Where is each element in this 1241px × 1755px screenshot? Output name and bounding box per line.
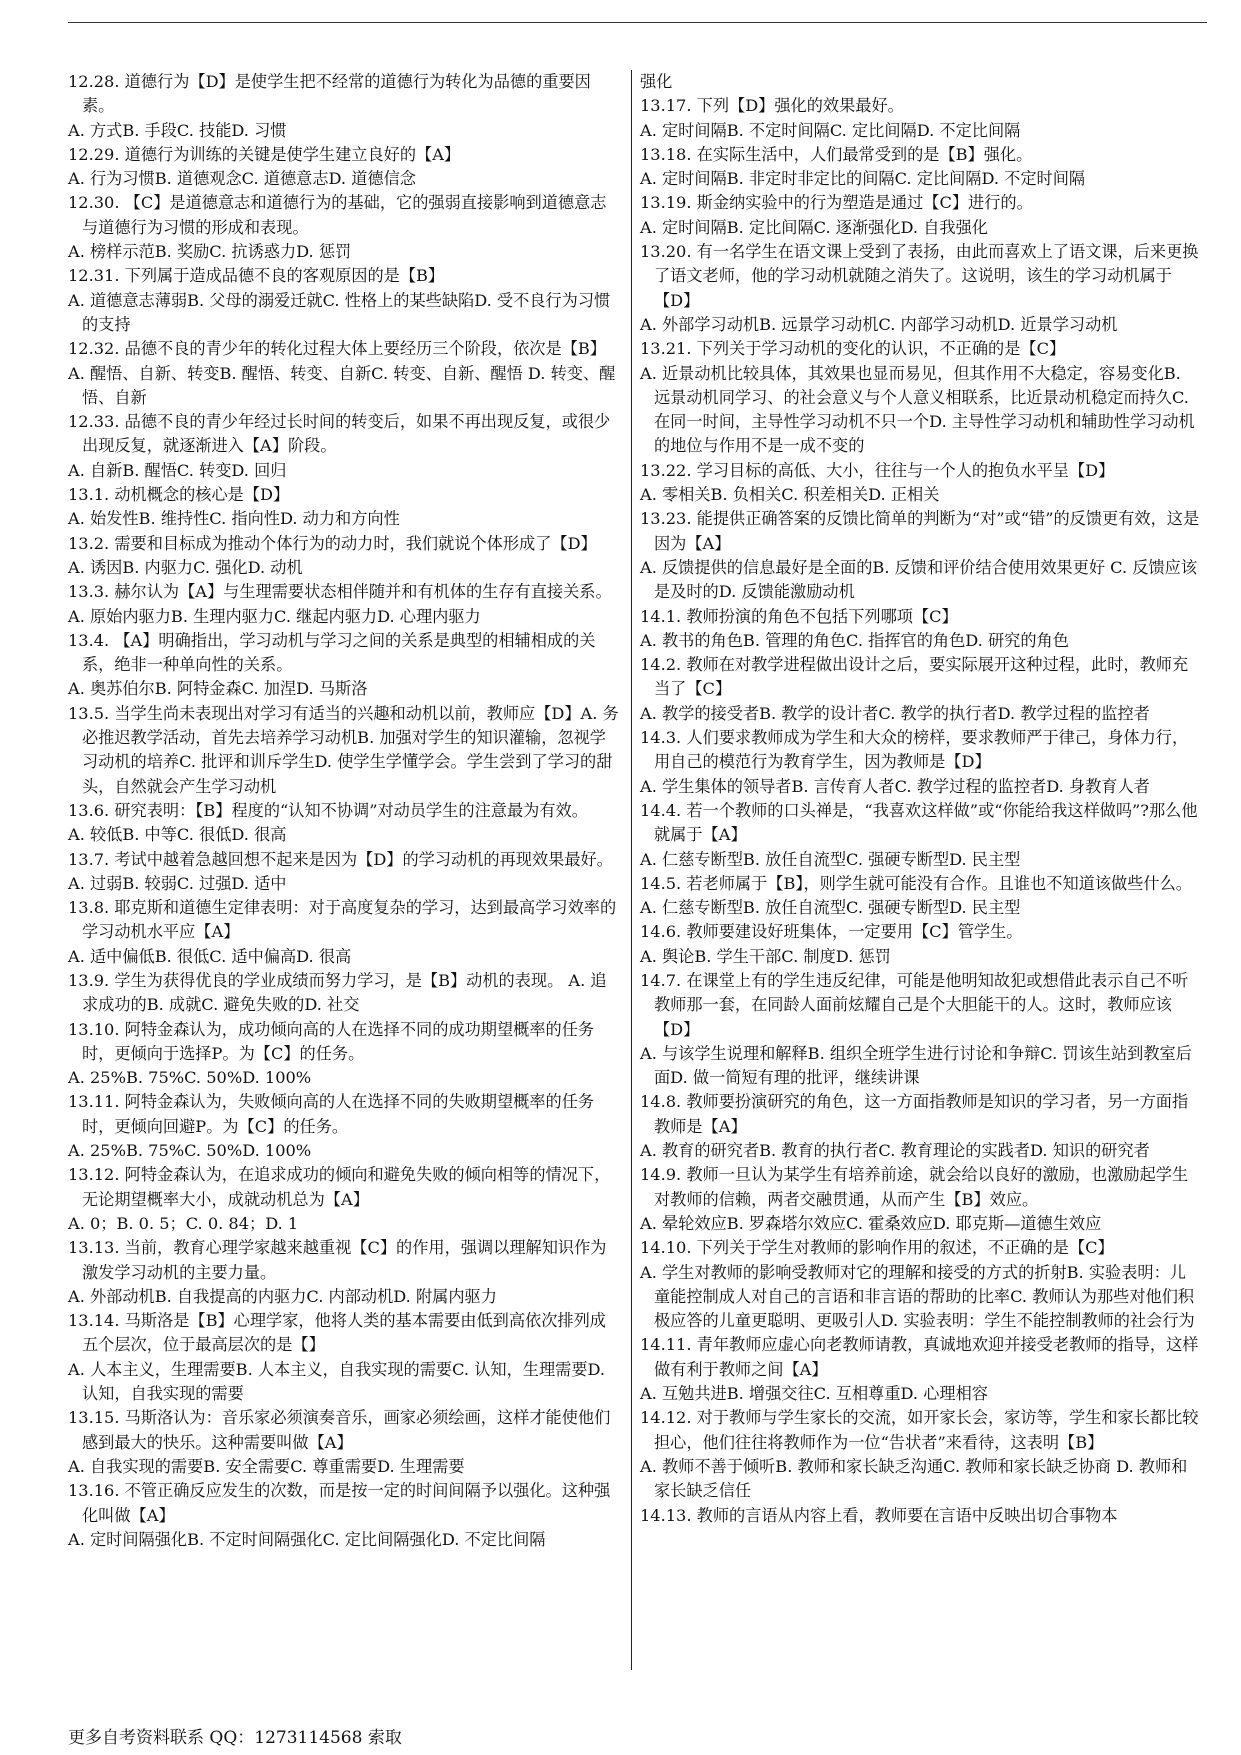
question-line: 14.9. 教师一旦认为某学生有培养前途，就会给以良好的激励，也激励起学生对教师的信赖，两者交融贯通，从而产生【B】效应。 [640,1165,1189,1209]
answer-options-line: A. 教学的接受者B. 教学的设计者C. 教学的执行者D. 教学过程的监控者 [640,703,1150,723]
answer-options-line: A. 外部学习动机B. 远景学习动机C. 内部学习动机D. 近景学习动机 [640,314,1118,334]
question-line: 13.1. 动机概念的核心是【D】 [68,485,290,505]
question-line: 12.28. 道德行为【D】是使学生把不经常的道德行为转化为品德的重要因素。 [68,72,591,116]
answer-options-line: A. 较低B. 中等C. 很低D. 很高 [68,825,287,845]
answer-options-line: A. 适中偏低B. 很低C. 适中偏高D. 很高 [68,946,352,966]
footer-contact-note: 更多自考资料联系 QQ：1273114568 索取 [68,1728,402,1748]
question-line: 14.4. 若一个教师的口头禅是，“我喜欢这样做”或“你能给我这样做吗”?那么他就属于【A】 [640,800,1198,845]
left-column [68,70,622,1552]
answer-options-line: A. 定时间隔B. 定比间隔C. 逐渐强化D. 自我强化 [640,217,988,237]
question-line: 13.4. 【A】明确指出，学习动机与学习之间的关系是典型的相辅相成的关系，绝非一种单向性的关系。 [68,630,596,675]
answer-options-line: A. 诱因B. 内驱力C. 强化D. 动机 [68,557,303,577]
answer-options-line: A. 奥苏伯尔B. 阿特金森C. 加涅D. 马斯洛 [68,679,368,699]
question-line: 14.10. 下列关于学生对教师的影响作用的叙述，不正确的是【C】 [640,1238,1114,1258]
answer-options-line: A. 定时间隔强化B. 不定时间隔强化C. 定比间隔强化D. 不定比间隔 [68,1529,546,1549]
question-line: 13.14. 马斯洛是【B】心理学家，他将人类的基本需要由低到高依次排列成五个层次，位于最高层次的是【】 [68,1311,606,1355]
question-line: 13.8. 耶克斯和道德生定律表明：对于高度复杂的学习，达到最高学习效率的学习动机水平应【A】 [68,898,617,942]
question-line: 13.23. 能提供正确答案的反馈比简单的判断为“对”或“错”的反馈更有效，这是因为【A】 [640,509,1200,553]
answer-options-line: A. 自新B. 醒悟C. 转变D. 回归 [68,460,287,480]
answer-options-line: A. 过弱B. 较弱C. 过强D. 适中 [68,873,287,893]
answer-options-line: A. 0；B. 0. 5；C. 0. 84；D. 1 [68,1213,299,1233]
question-line: 14.2. 教师在对教学进程做出设计之后，要实际展开这种过程，此时，教师充当了【C】 [640,655,1189,699]
answer-options-line: A. 与该学生说理和解释B. 组织全班学生进行讨论和争辩C. 罚该生站到教室后面D. 做一简短有理的批评，继续讲课 [640,1043,1192,1088]
column-divider [631,70,632,1670]
answer-options-line: A. 外部动机B. 自我提高的内驱力C. 内部动机D. 附属内驱力 [68,1286,497,1306]
answer-options-line: A. 学生对教师的影响受教师对它的理解和接受的方式的折射B. 实验表明：儿童能控制成人对自己的言语和非言语的帮助的比率C. 教师认为那些对他们积极应答的儿童更聪明、更吸引人D. 实验表明：学生不能控制教师的社会行为 [640,1262,1195,1331]
question-line: 12.33. 品德不良的青少年经过长时间的转变后，如果不再出现反复，或很少出现反复，就逐渐进入【A】阶段。 [68,412,611,456]
question-line: 13.9. 学生为获得优良的学业成绩而努力学习，是【B】动机的表现。 A. 追求成功的B. 成就C. 避免失败的D. 社交 [68,970,607,1015]
answer-options-line: A. 舆论B. 学生干部C. 制度D. 惩罚 [640,946,891,966]
answer-options-line: A. 教师不善于倾听B. 教师和家长缺乏沟通C. 教师和家长缺乏协商 D. 教师和家长缺乏信任 [640,1456,1188,1501]
answer-options-line: A. 教书的角色B. 管理的角色C. 指挥官的角色D. 研究的角色 [640,630,1069,650]
question-line: 14.7. 在课堂上有的学生违反纪律，可能是他明知故犯或想借此表示自己不听教师那一套，在同龄人面前炫耀自己是个大胆能干的人。这时，教师应该【D】 [640,970,1189,1039]
question-line: 14.5. 若老师属于【B】，则学生就可能没有合作。且谁也不知道该做些什么。 [640,873,1192,893]
answer-options-line: A. 方式B. 手段C. 技能D. 习惯 [68,120,287,140]
answer-options-line: A. 行为习惯B. 道德观念C. 道德意志D. 道德信念 [68,169,416,189]
answer-options-line: A. 定时间隔B. 不定时间隔C. 定比间隔D. 不定比间隔 [640,120,1021,140]
question-line: 13.13. 当前，教育心理学家越来越重视【C】的作用，强调以理解知识作为激发学习动机的主要力量。 [68,1238,607,1282]
header-rule [68,22,1207,23]
answer-options-line: A. 互勉共进B. 增强交往C. 互相尊重D. 心理相容 [640,1384,988,1404]
question-line: 13.18. 在实际生活中，人们最常受到的是【B】强化。 [640,144,1033,164]
question-line: 13.16. 不管正确反应发生的次数，而是按一定的时间间隔予以强化。这种强化叫做【A】 [68,1481,611,1525]
answer-options-line: A. 晕轮效应B. 罗森塔尔效应C. 霍桑效应D. 耶克斯—道德生效应 [640,1213,1102,1233]
answer-options-line: A. 反馈提供的信息最好是全面的B. 反馈和评价结合使用效果更好 C. 反馈应该是及时的D. 反馈能激励动机 [640,557,1198,602]
question-line: 12.30. 【C】是道德意志和道德行为的基础，它的强弱直接影响到道德意志与道德行为习惯的形成和表现。 [68,193,607,237]
answer-options-line: A. 学生集体的领导者B. 言传育人者C. 教学过程的监控者D. 身教育人者 [640,776,1150,796]
answer-options-line: A. 定时间隔B. 非定时非定比的间隔C. 定比间隔D. 不定时间隔 [640,169,1086,189]
answer-options-line: A. 零相关B. 负相关C. 积差相关D. 正相关 [640,485,940,505]
answer-options-line: A. 人本主义，生理需要B. 人本主义，自我实现的需要C. 认知，生理需要D. 认知，自我实现的需要 [68,1359,606,1404]
answer-options-line: A. 原始内驱力B. 生理内驱力C. 继起内驱力D. 心理内驱力 [68,606,481,626]
question-line: 13.6. 研究表明：【B】程度的“认知不协调”对动员学生的注意最为有效。 [68,800,588,820]
question-line: 13.20. 有一名学生在语文课上受到了表扬，由此而喜欢上了语文课，后来更换了语文老师，他的学习动机就随之消失了。这说明，该生的学习动机属于【D】 [640,242,1199,310]
right-column [640,70,1200,1528]
question-line: 12.32. 品德不良的青少年的转化过程大体上要经历三个阶段，依次是【B】 [68,339,606,359]
answer-options-line: 强化 [640,72,673,91]
answer-options-line: A. 25%B. 75%C. 50%D. 100% [68,1141,312,1161]
question-line: 14.11. 青年教师应虚心向老教师请教，真诚地欢迎并接受老教师的指导，这样做有利于教师之间【A】 [640,1335,1199,1379]
answer-options-line: A. 仁慈专断型B. 放任自流型C. 强硬专断型D. 民主型 [640,898,1021,918]
answer-options-line: A. 近景动机比较具体，其效果也显而易见，但其作用不大稳定，容易变化B. 远景动机同学习、的社会意义与个人意义相联系，比近景动机稳定而持久C. 在同一时间，主导性学习动机不只一个D. 主导性学习动机和辅助性学习动机的地位与作用不是一成不变的 [640,363,1195,456]
question-line: 13.12. 阿特金森认为，在追求成功的倾向和避免失败的倾向相等的情况下，无论期望概率大小，成就动机总为【A】 [68,1165,611,1209]
question-line: 13.19. 斯金纳实验中的行为塑造是通过【C】进行的。 [640,193,1033,213]
answer-options-line: A. 仁慈专断型B. 放任自流型C. 强硬专断型D. 民主型 [640,849,1021,869]
question-line: 14.1. 教师扮演的角色不包括下列哪项【C】 [640,606,958,626]
question-line: 14.8. 教师要扮演研究的角色，这一方面指教师是知识的学习者，另一方面指教师是【A】 [640,1092,1189,1136]
question-line: 13.15. 马斯洛认为：音乐家必须演奏音乐，画家必须绘画，这样才能使他们感到最大的快乐。这种需要叫做【A】 [68,1408,611,1452]
answer-options-line: A. 道德意志薄弱B. 父母的溺爱迁就C. 性格上的某些缺陷D. 受不良行为习惯的支持 [68,290,611,334]
document-body [68,70,1203,1690]
question-line: 12.29. 道德行为训练的关键是使学生建立良好的【A】 [68,144,461,164]
question-line: 13.7. 考试中越着急越回想不起来是因为【D】的学习动机的再现效果最好。 [68,849,613,869]
question-line: 13.5. 当学生尚未表现出对学习有适当的兴趣和动机以前，教师应【D】A. 务必推迟教学活动，首先去培养学习动机B. 加强对学生的知识灌输，忽视学习动机的培养C. 批评和训斥学生D. 使学生学懂学会。学生尝到了学习的甜头，自然就会产生学习动机 [68,703,619,796]
answer-options-line: A. 榜样示范B. 奖励C. 抗诱惑力D. 惩罚 [68,242,352,262]
question-line: 13.21. 下列关于学习动机的变化的认识，不正确的是【C】 [640,339,1066,359]
answer-options-line: A. 醒悟、自新、转变B. 醒悟、转变、自新C. 转变、自新、醒悟 D. 转变、醒悟、自新 [68,363,616,407]
question-line: 13.17. 下列【D】强化的效果最好。 [640,96,904,116]
question-line: 14.12. 对于教师与学生家长的交流，如开家长会，家访等，学生和家长都比较担心，他们往往将教师作为一位“告状者”来看待，这表明【B】 [640,1408,1199,1452]
answer-options-line: A. 始发性B. 维持性C. 指向性D. 动力和方向性 [68,509,400,529]
question-line: 13.2. 需要和目标成为推动个体行为的动力时，我们就说个体形成了【D】 [68,533,597,553]
question-line: 14.6. 教师要建设好班集体，一定要用【C】管学生。 [640,922,1023,942]
answer-options-line: A. 教育的研究者B. 教育的执行者C. 教育理论的实践者D. 知识的研究者 [640,1141,1150,1161]
question-line: 13.11. 阿特金森认为，失败倾向高的人在选择不同的失败期望概率的任务时，更倾向回避P。为【C】的任务。 [68,1092,595,1136]
answer-options-line: A. 25%B. 75%C. 50%D. 100% [68,1068,312,1088]
question-line: 14.13. 教师的言语从内容上看，教师要在言语中反映出切合事物本 [640,1505,1118,1525]
question-line: 12.31. 下列属于造成品德不良的客观原因的是【B】 [68,266,445,286]
question-line: 13.10. 阿特金森认为，成功倾向高的人在选择不同的成功期望概率的任务时，更倾向于选择P。为【C】的任务。 [68,1019,595,1063]
question-line: 13.3. 赫尔认为【A】与生理需要状态相伴随并和有机体的生存有直接关系。 [68,582,612,602]
question-line: 13.22. 学习目标的高低、大小，往往与一个人的抱负水平呈【D】 [640,460,1115,480]
answer-options-line: A. 自我实现的需要B. 安全需要C. 尊重需要D. 生理需要 [68,1456,465,1476]
question-line: 14.3. 人们要求教师成为学生和大众的榜样，要求教师严于律己，身体力行，用自己的模范行为教育学生，因为教师是【D】 [640,728,1189,772]
